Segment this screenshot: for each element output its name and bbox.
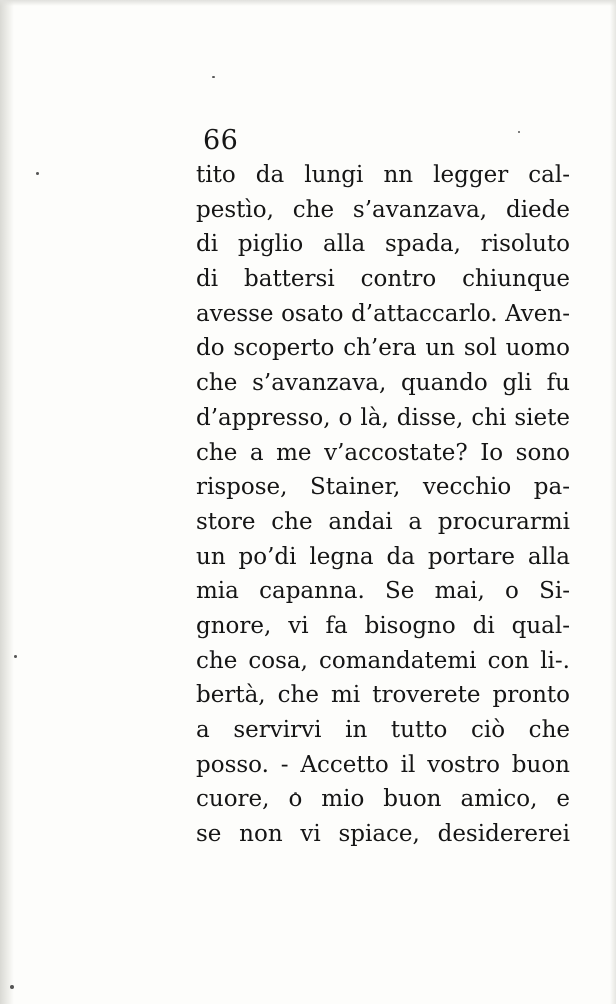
page-right-edge-shadow	[610, 0, 616, 1004]
ink-speck	[10, 985, 14, 989]
text-line: do scoperto ch’era un sol uomo	[196, 335, 570, 362]
text-line: di piglio alla spada, risoluto	[196, 231, 570, 258]
page-left-edge-shadow	[0, 0, 14, 1004]
page-top-edge-shadow	[0, 0, 616, 6]
text-line: rispose, Stainer, vecchio pa-	[196, 474, 570, 501]
ink-speck	[518, 131, 520, 133]
text-line: che cosa, comandatemi con li-.	[196, 647, 570, 674]
text-line: un po’di legna da portare alla	[196, 543, 570, 570]
text-line: bertà, che mi troverete pronto	[196, 682, 570, 709]
ink-speck	[14, 655, 17, 658]
text-line: avesse osato d’attaccarlo. Aven-	[196, 300, 570, 327]
text-line: gnore, vi fa bisogno di qual-	[196, 612, 570, 639]
text-line: cuore, o mio buon amico, e	[196, 786, 570, 813]
text-line: che s’avanzava, quando gli fu	[196, 370, 570, 397]
text-line: pestìo, che s’avanzava, diede	[196, 196, 570, 223]
ink-speck	[36, 172, 39, 175]
ink-speck	[212, 76, 215, 78]
text-line: mia capanna. Se mai, o Si-	[196, 578, 570, 605]
text-line: che a me v’accostate? Io sono	[196, 439, 570, 466]
text-line: a servirvi in tutto ciò che	[196, 717, 570, 743]
page-number: 66	[203, 125, 239, 156]
text-line: se non vi spiace, desidererei	[196, 821, 570, 848]
body-text	[196, 158, 570, 852]
text-line: tito da lungi nn legger cal-	[196, 162, 570, 188]
text-line: posso. - Accetto il vostro buon	[196, 751, 570, 778]
text-line: d’appresso, o là, disse, chi siete	[196, 404, 570, 431]
text-line: di battersi contro chiunque	[196, 266, 570, 293]
text-line: store che andai a procurarmi	[196, 508, 570, 535]
